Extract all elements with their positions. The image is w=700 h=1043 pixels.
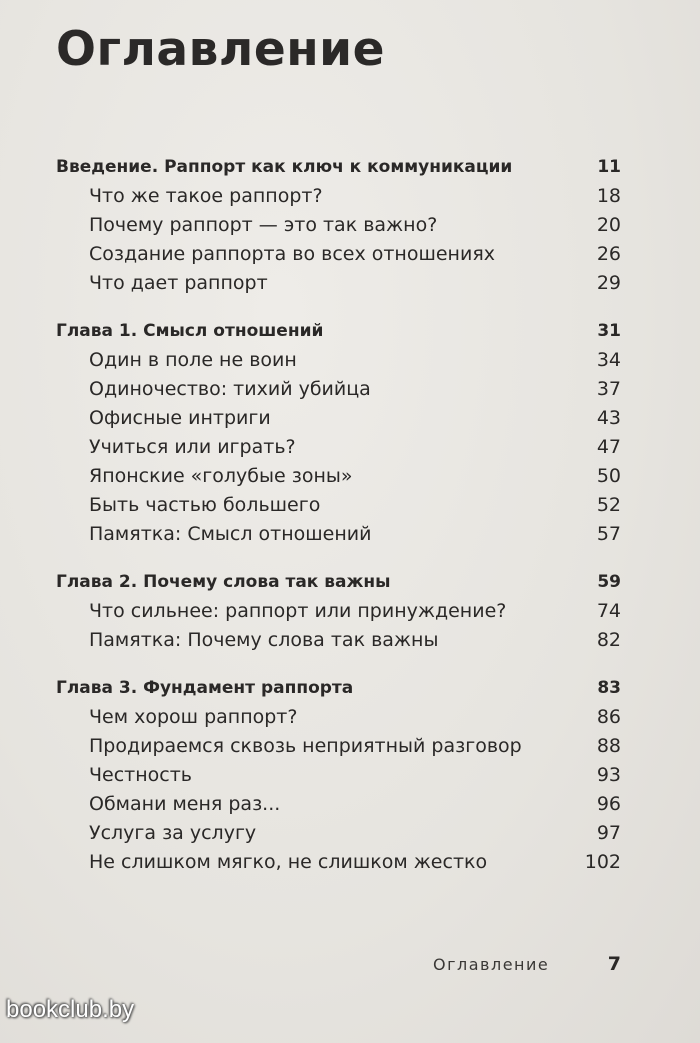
toc-page-number: 88 xyxy=(596,735,621,757)
toc-section xyxy=(56,211,621,240)
toc-entry-title: Офисные интриги xyxy=(89,407,271,429)
toc-page-number: 82 xyxy=(596,629,621,651)
toc-entry-title: Введение. Раппорт как ключ к коммуникации xyxy=(56,157,513,177)
toc-section xyxy=(56,732,621,761)
page-footer xyxy=(433,953,621,975)
toc-entry-title: Чем хорош раппорт? xyxy=(89,706,298,728)
toc-section xyxy=(56,703,621,732)
toc-entry-title: Почему раппорт — это так важно? xyxy=(89,214,438,236)
toc-chapter-1 xyxy=(56,317,621,346)
toc-section xyxy=(56,404,621,433)
toc-section xyxy=(56,433,621,462)
toc-page-number: 29 xyxy=(596,272,621,294)
toc-section xyxy=(56,491,621,520)
toc-entry-title: Продираемся сквозь неприятный разговор xyxy=(89,735,522,757)
toc-entry-title: Честность xyxy=(89,764,192,786)
toc-entry-title: Быть частью большего xyxy=(89,494,321,516)
toc-entry-title: Создание раппорта во всех отношениях xyxy=(89,243,495,265)
toc-entry-title: Не слишком мягко, не слишком жестко xyxy=(89,851,488,873)
toc-page-number: 37 xyxy=(596,378,621,400)
toc-page-number: 11 xyxy=(597,157,621,177)
toc-page-number: 59 xyxy=(597,572,621,592)
toc-page-number: 97 xyxy=(596,822,621,844)
toc-entry-title: Один в поле не воин xyxy=(89,349,297,371)
toc-page-number: 47 xyxy=(596,436,621,458)
toc-chapter-intro xyxy=(56,153,621,182)
toc-page-number: 26 xyxy=(596,243,621,265)
toc-page-number: 52 xyxy=(596,494,621,516)
toc-page-number: 93 xyxy=(596,764,621,786)
toc-section xyxy=(56,819,621,848)
toc-page-number: 86 xyxy=(596,706,621,728)
toc-section xyxy=(56,790,621,819)
toc-page-number: 74 xyxy=(596,600,621,622)
toc-section xyxy=(56,182,621,211)
toc-chapter-3 xyxy=(56,674,621,703)
toc-section xyxy=(56,269,621,298)
page-title: Оглавление xyxy=(56,22,385,77)
toc-page-number: 43 xyxy=(596,407,621,429)
toc-section xyxy=(56,626,621,655)
toc-page-number: 20 xyxy=(596,214,621,236)
toc-page-number: 50 xyxy=(596,465,621,487)
toc-entry-title: Что же такое раппорт? xyxy=(89,185,323,207)
toc-page-number: 31 xyxy=(597,321,621,341)
toc-section xyxy=(56,848,621,877)
toc-entry-title: Памятка: Почему слова так важны xyxy=(89,629,439,651)
toc-entry-title: Глава 1. Смысл отношений xyxy=(56,321,324,341)
toc-page-number: 83 xyxy=(597,678,621,698)
toc-entry-title: Услуга за услугу xyxy=(89,822,257,844)
toc-section xyxy=(56,240,621,269)
toc-section xyxy=(56,346,621,375)
toc-entry-title: Памятка: Смысл отношений xyxy=(89,523,372,545)
toc-entry-title: Обмани меня раз... xyxy=(89,793,281,815)
toc-page-number: 34 xyxy=(596,349,621,371)
running-title: Оглавление xyxy=(433,955,550,974)
watermark: bookclub.by xyxy=(6,996,135,1023)
toc-section xyxy=(56,375,621,404)
toc-page-number: 57 xyxy=(596,523,621,545)
toc-entry-title: Японские «голубые зоны» xyxy=(89,465,353,487)
toc-page-number: 96 xyxy=(596,793,621,815)
toc-entry-title: Что сильнее: раппорт или принуждение? xyxy=(89,600,507,622)
toc-entry-title: Глава 3. Фундамент раппорта xyxy=(56,678,354,698)
toc-section xyxy=(56,761,621,790)
page-number: 7 xyxy=(607,953,621,975)
toc-entry-title: Глава 2. Почему слова так важны xyxy=(56,572,391,592)
toc-section xyxy=(56,520,621,549)
toc-page-number: 102 xyxy=(584,851,621,873)
toc-section xyxy=(56,597,621,626)
table-of-contents xyxy=(56,153,621,877)
toc-entry-title: Учиться или играть? xyxy=(89,436,296,458)
toc-entry-title: Одиночество: тихий убийца xyxy=(89,378,371,400)
toc-section xyxy=(56,462,621,491)
toc-chapter-2 xyxy=(56,568,621,597)
toc-entry-title: Что дает раппорт xyxy=(89,272,268,294)
toc-page-number: 18 xyxy=(596,185,621,207)
